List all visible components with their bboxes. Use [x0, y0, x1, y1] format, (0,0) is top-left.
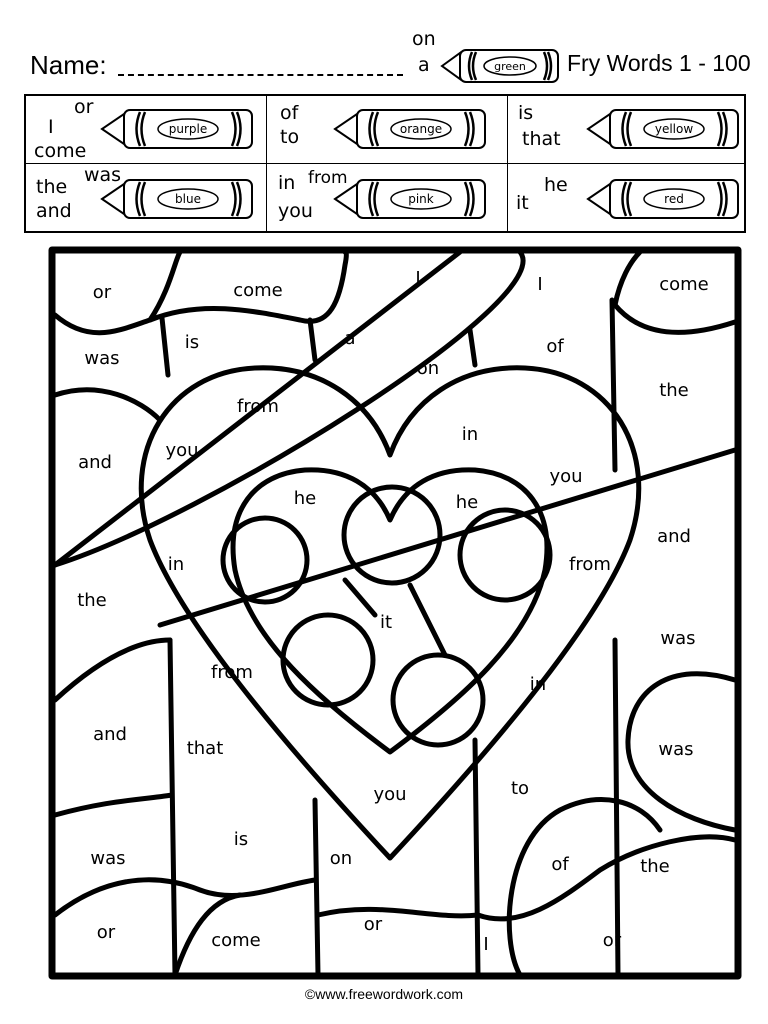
- puzzle-word: come: [233, 280, 283, 301]
- puzzle-word: I: [483, 934, 489, 955]
- green-word-on: on: [412, 28, 436, 50]
- puzzle-word: and: [78, 452, 112, 473]
- puzzle-word: the: [77, 590, 107, 611]
- puzzle-word: you: [165, 440, 199, 461]
- key-word: in: [278, 172, 296, 194]
- name-label: Name:: [30, 50, 107, 80]
- crayon-color-label: yellow: [654, 122, 694, 136]
- puzzle-word: come: [211, 930, 261, 951]
- puzzle-word: of: [546, 336, 564, 357]
- puzzle-word: it: [379, 612, 393, 633]
- crayon-color-label: purple: [168, 122, 208, 136]
- puzzle-word: from: [237, 396, 279, 417]
- key-word: or: [74, 96, 94, 118]
- key-word: was: [84, 164, 122, 186]
- footer-url: ©www.freewordwork.com: [304, 986, 464, 1002]
- puzzle-word: was: [90, 848, 126, 869]
- key-word: come: [34, 140, 87, 162]
- puzzle-word: and: [657, 526, 691, 547]
- page-title: Fry Words 1 - 100: [567, 50, 751, 76]
- puzzle-word: in: [461, 424, 479, 445]
- puzzle-word: the: [640, 856, 670, 877]
- crayon-color-label: red: [664, 192, 684, 206]
- puzzle-word: on: [416, 358, 440, 379]
- puzzle-word: was: [660, 628, 696, 649]
- puzzle-word: was: [658, 739, 694, 760]
- key-word: the: [36, 176, 68, 198]
- puzzle-word: I: [537, 274, 543, 295]
- puzzle-word: or: [92, 282, 112, 303]
- key-word: is: [518, 102, 534, 124]
- green-crayon-label: green: [494, 60, 526, 73]
- key-word: from: [308, 168, 348, 188]
- puzzle-word: or: [96, 922, 116, 943]
- crayon-color-label: orange: [399, 122, 443, 136]
- puzzle-word: that: [186, 738, 224, 759]
- puzzle-word: the: [659, 380, 689, 401]
- puzzle-word: a: [344, 328, 356, 349]
- puzzle-word: from: [569, 554, 611, 575]
- puzzle-word: he: [293, 488, 317, 509]
- key-word: to: [280, 126, 300, 148]
- puzzle-word: in: [167, 554, 185, 575]
- puzzle-word: you: [549, 466, 583, 487]
- puzzle-word: from: [211, 662, 253, 683]
- puzzle-word: he: [455, 492, 479, 513]
- puzzle-word: is: [184, 332, 200, 353]
- puzzle-word: you: [373, 784, 407, 805]
- puzzle-word: I: [415, 268, 421, 289]
- key-word: and: [36, 200, 72, 222]
- puzzle-word: and: [93, 724, 127, 745]
- crayon-color-label: blue: [175, 192, 201, 206]
- key-word: it: [516, 192, 529, 214]
- puzzle-word: or: [602, 930, 622, 951]
- puzzle-word: or: [363, 914, 383, 935]
- key-word: that: [522, 128, 561, 150]
- crayon-color-label: pink: [408, 192, 434, 206]
- key-word: I: [48, 116, 54, 138]
- key-word: he: [544, 174, 568, 196]
- puzzle-word: to: [510, 778, 530, 799]
- puzzle-word: on: [329, 848, 353, 869]
- puzzle-word: come: [659, 274, 709, 295]
- green-word-a: a: [418, 54, 430, 76]
- key-word: you: [278, 200, 313, 222]
- puzzle-word: in: [529, 674, 547, 695]
- puzzle-word: was: [84, 348, 120, 369]
- key-word: of: [280, 102, 299, 124]
- puzzle-word: is: [233, 829, 249, 850]
- puzzle-word: of: [551, 854, 569, 875]
